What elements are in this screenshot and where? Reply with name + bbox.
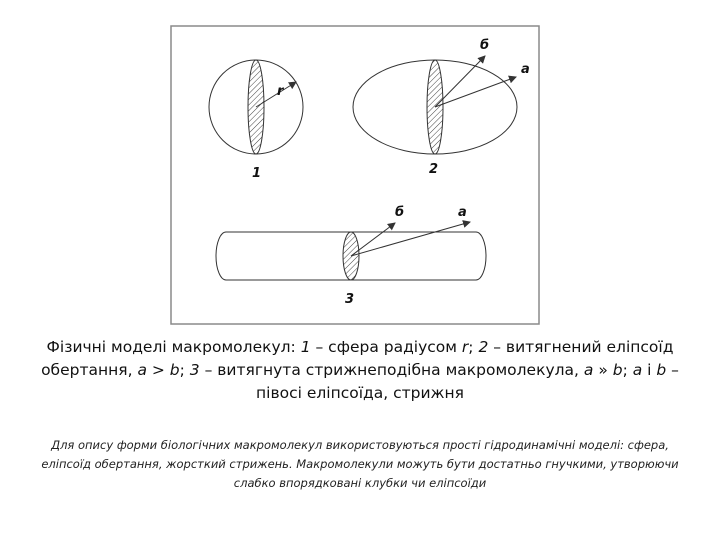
semi-axis-b-arrow <box>435 56 485 107</box>
rod-semi-axis-a-arrow <box>351 222 470 256</box>
model-2-number: 2 <box>429 162 439 177</box>
rod-semi-axis-b-label: б <box>395 205 405 220</box>
semi-axis-a-label: а <box>521 62 530 77</box>
radius-label: r <box>277 84 284 99</box>
rod-semi-axis-b-arrow <box>351 223 395 256</box>
figure-caption: Фізичні моделі макромолекул: 1 – сфера радіусом r; 2 – витягнений еліпсоїд обертання, a > b; 3 – витягнута стрижнеподібна макромолекула, a » b; a і b – півосі еліпсоїда, стрижня <box>41 338 679 402</box>
model-1-number: 1 <box>252 166 262 181</box>
macromolecule-models-diagram <box>170 25 540 325</box>
model-3-rod <box>216 205 486 307</box>
model-2-ellipsoid <box>353 38 530 177</box>
rod-semi-axis-a-label: а <box>458 205 467 220</box>
semi-axis-b-label: б <box>480 38 490 53</box>
semi-axis-a-arrow <box>435 77 516 107</box>
figure-panel <box>170 25 540 325</box>
model-3-number: 3 <box>345 292 355 307</box>
model-1-sphere <box>209 60 303 181</box>
description-text: Для опису форми біологічних макромолекул використовуються прості гідродинамічні моделі: сфера, еліпсоїд обертання, жорсткий стрижень. Макромолекули можуть бути достатньо гнучкими, утворюючи слабко впорядковані клубки чи еліпсоїди <box>41 438 679 490</box>
